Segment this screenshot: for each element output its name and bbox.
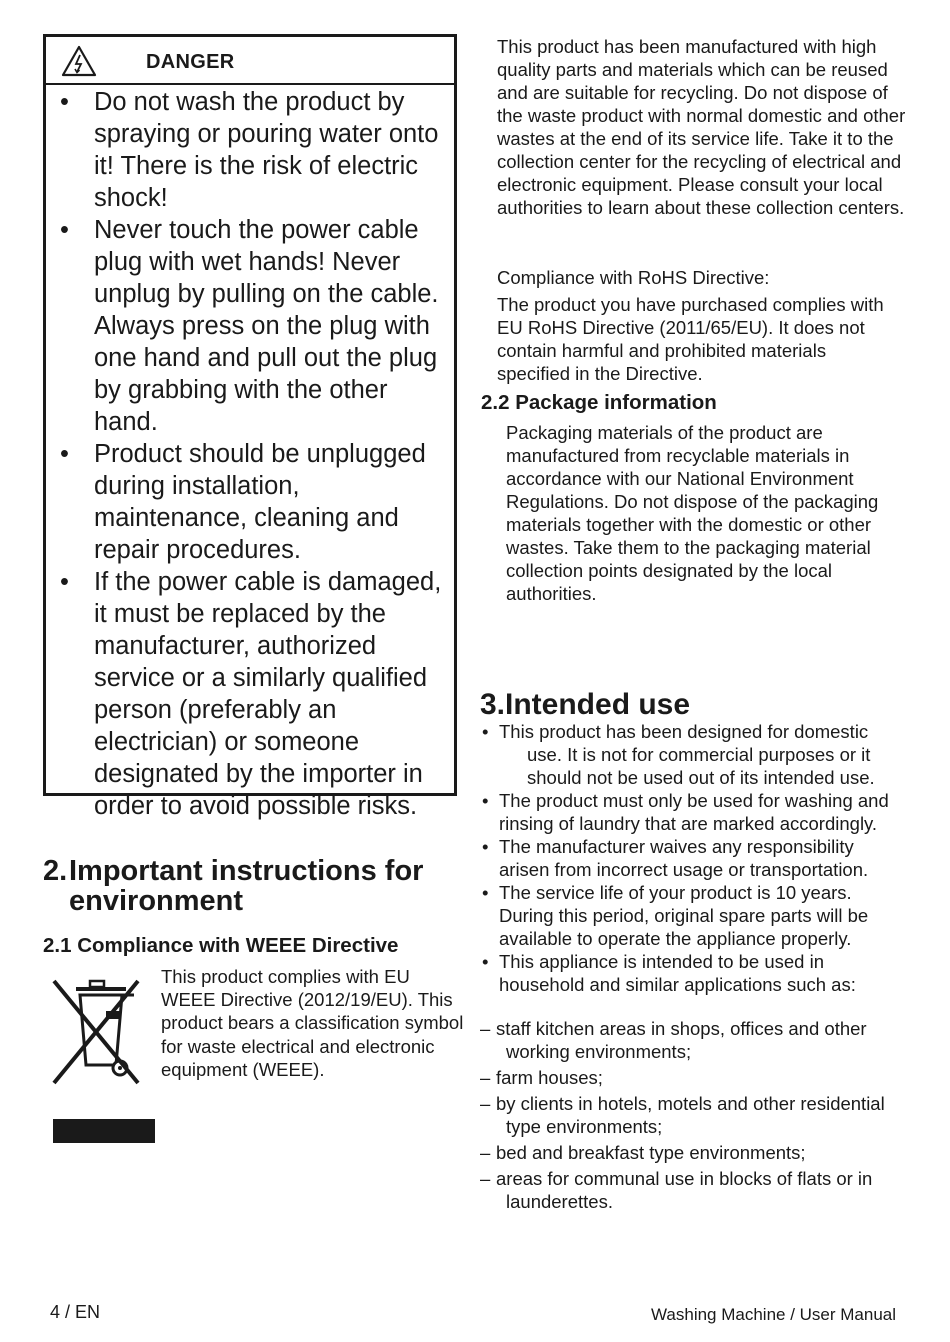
intended-use-item: • The service life of your product is 10 years. During this period, original spare parts will be available to operate the appliance properly. — [480, 881, 900, 950]
package-text: Packaging materials of the product are manufactured from recyclable materials in accordance with our National Environment Regulations. Do not dispose of the packaging materials together with the domestic or other wastes. Take them to the packaging material collection points designated by the local authorities. — [506, 422, 879, 604]
package-heading: 2.2 Package information — [481, 391, 717, 414]
usage-item: – areas for communal use in blocks of flats or in launderettes. — [480, 1168, 873, 1212]
manual-title: Washing Machine / User Manual — [651, 1305, 897, 1324]
weee-text: This product complies with EU WEEE Directive (2012/19/EU). This product bears a classification symbol for waste electrical and electronic equipment (WEEE). — [161, 966, 464, 1080]
usage-item: – staff kitchen areas in shops, offices and other working environments; — [480, 1018, 867, 1062]
intended-use-item: • The manufacturer waives any responsibility arisen from incorrect usage or transportation. — [480, 835, 900, 881]
intended-use-list — [480, 720, 900, 996]
danger-item: • Never touch the power cable plug with wet hands! Never unplug by pulling on the cable. Always press on the plug with one hand and pull out the plug by grabbing with the other hand. — [60, 214, 454, 438]
crossed-out-wheelie-bin-icon — [50, 975, 142, 1087]
usage-item: – by clients in hotels, motels and other residential type environments; — [480, 1093, 885, 1137]
page-number: 4 / EN — [50, 1302, 101, 1322]
danger-item: • Product should be unplugged during installation, maintenance, cleaning and repair procedures. — [60, 438, 454, 566]
danger-box — [43, 34, 457, 820]
electric-hazard-icon — [61, 45, 97, 77]
section2-title-line2: environment — [69, 885, 244, 917]
section3-heading: 3.Intended use — [480, 688, 691, 721]
weee-heading: 2.1 Compliance with WEEE Directive — [43, 934, 399, 957]
usage-list — [480, 1017, 910, 1216]
danger-list — [60, 86, 454, 822]
intended-use-item: • This appliance is intended to be used in household and similar applications such as: — [480, 950, 900, 996]
intended-use-item: • The product must only be used for washing and rinsing of laundry that are marked accordingly. — [480, 789, 900, 835]
section2-number: 2. — [43, 855, 68, 887]
danger-item: • If the power cable is damaged, it must be replaced by the manufacturer, authorized service or a similarly qualified person (preferably an electrician) or someone designated by the importer in order to avoid possible risks. — [60, 566, 454, 822]
rohs-title: Compliance with RoHS Directive: — [497, 267, 770, 288]
intended-use-item: • This product has been designed for domestic use. It is not for commercial purposes or it should not be used out of its intended use. — [480, 720, 900, 789]
usage-item: – farm houses; — [480, 1067, 603, 1088]
weee-black-bar — [53, 1119, 155, 1143]
rohs-text: The product you have purchased complies with EU RoHS Directive (2011/65/EU). It does not contain harmful and prohibited materials specified in the Directive. — [497, 294, 884, 384]
danger-item: • Do not wash the product by spraying or pouring water onto it! There is the risk of electric shock! — [60, 86, 454, 214]
danger-header — [46, 37, 454, 85]
danger-title: DANGER — [146, 51, 235, 73]
recycle-text: This product has been manufactured with high quality parts and materials which can be reused and are suitable for recycling. Do not dispose of the waste product with normal domestic and other wastes at the end of its service life. Take it to the collection center for the recycling of electrical and electronic equipment. Please consult your local authorities to learn about these collection centers. — [497, 36, 906, 218]
section2-heading — [43, 856, 463, 916]
section2-title-line1: Important instructions for — [69, 855, 424, 887]
usage-item: – bed and breakfast type environments; — [480, 1142, 806, 1163]
